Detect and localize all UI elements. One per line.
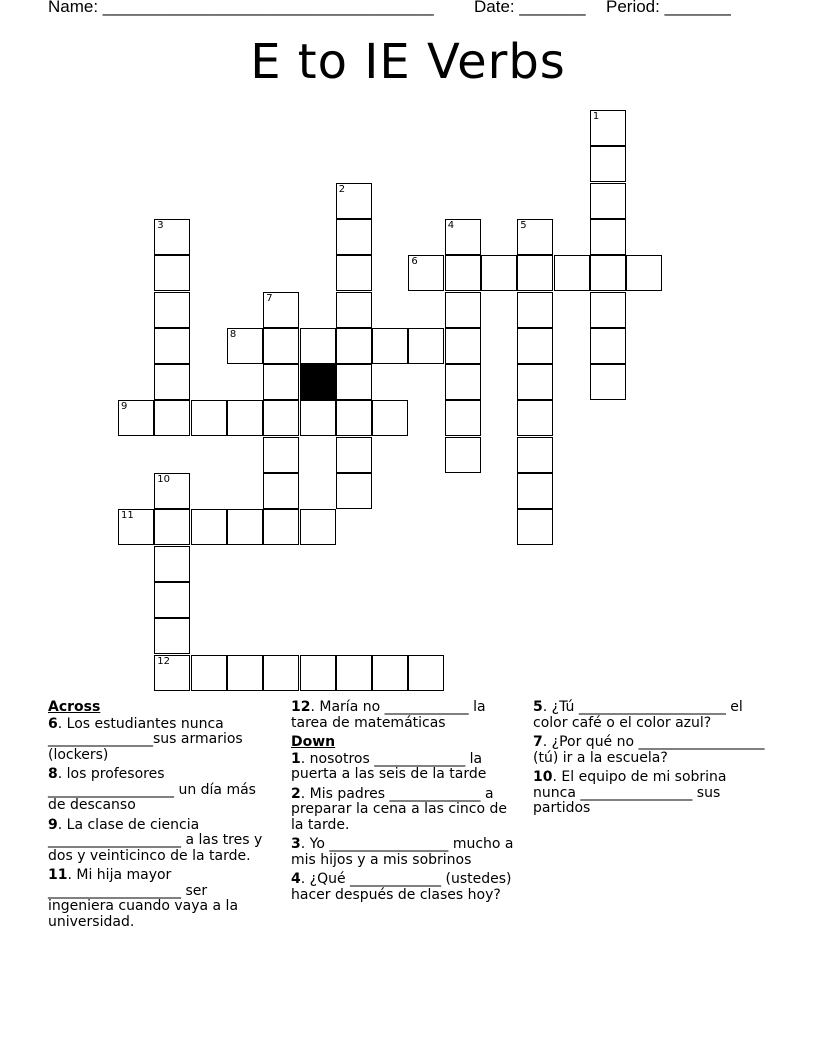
clue-number-label: 4 (447, 219, 455, 231)
grid-cell[interactable] (263, 437, 299, 473)
grid-cell[interactable] (445, 255, 481, 291)
clue-number-label: 7 (266, 292, 273, 304)
grid-cell[interactable] (263, 400, 299, 436)
grid-cell[interactable] (154, 219, 190, 255)
grid-cell[interactable] (154, 509, 190, 545)
grid-cell[interactable] (191, 655, 227, 691)
clue-number: 4 (291, 871, 301, 887)
grid-cell[interactable] (154, 655, 190, 691)
grid-cell[interactable] (263, 655, 299, 691)
grid-cell[interactable] (118, 509, 154, 545)
grid-cell[interactable] (227, 328, 263, 364)
grid-cell[interactable] (154, 364, 190, 400)
across-clue-8: 8. los profesores __________________ un día más de descanso (48, 766, 256, 813)
clue-text: nosotros _____________ la puerta a las seis de la tarde (291, 750, 487, 782)
down-clue-3: 3. Yo _________________ mucho a mis hijos y a mis sobrinos (291, 836, 514, 868)
grid-cell[interactable] (154, 582, 190, 618)
page-title: E to IE Verbs (250, 34, 566, 90)
grid-cell[interactable] (336, 473, 372, 509)
grid-cell[interactable] (445, 400, 481, 436)
grid-cell[interactable] (590, 364, 626, 400)
grid-cell[interactable] (263, 328, 299, 364)
date-field-label[interactable]: Date: _______ (474, 0, 586, 16)
grid-cell[interactable] (445, 292, 481, 328)
clue-text: María no ____________ la tarea de matemáticas (291, 699, 486, 731)
down-clue-1: 1. nosotros _____________ la puerta a las seis de la tarde (291, 750, 487, 782)
clue-number: 11 (48, 867, 68, 883)
clue-number: 1 (291, 750, 301, 767)
across-clue-12: 12. María no ____________ la tarea de matemáticas (291, 699, 486, 731)
clue-number: 7 (533, 734, 543, 750)
grid-cell[interactable] (517, 292, 553, 328)
clue-text: ¿Qué _____________ (ustedes) hacer después de clases hoy? (291, 871, 512, 903)
clue-text: ¿Por qué no __________________ (tú) ir a la escuela? (533, 734, 765, 766)
grid-cell[interactable] (517, 437, 553, 473)
grid-cell[interactable] (154, 473, 190, 509)
clue-number: 2 (291, 785, 301, 802)
clue-number-label: 3 (157, 219, 164, 231)
clue-number: 5 (533, 699, 543, 715)
across-clue-9: 9. La clase de ciencia ___________________ a las tres y dos y veinticinco de la tarde. (48, 816, 263, 864)
grid-cell[interactable] (554, 255, 590, 291)
down-clue-7: 7. ¿Por qué no __________________ (tú) ir a la escuela? (533, 734, 765, 766)
down-heading: Down (291, 734, 336, 750)
clue-number-label: 11 (121, 510, 134, 522)
grid-cell[interactable] (336, 183, 372, 219)
grid-cell[interactable] (336, 400, 372, 436)
name-field-label[interactable]: Name: ___________________________________ (48, 0, 434, 16)
grid-cell[interactable] (154, 292, 190, 328)
grid-cell[interactable] (372, 655, 408, 691)
period-field-label[interactable]: Period: _______ (606, 0, 731, 16)
clue-number: 3 (291, 836, 301, 852)
grid-cell[interactable] (626, 255, 662, 291)
grid-cell[interactable] (372, 400, 408, 436)
grid-cell[interactable] (154, 618, 190, 654)
grid-cell[interactable] (118, 400, 154, 436)
clue-text: Mi hija mayor ___________________ ser ingeniera cuando vaya a la universidad. (48, 867, 239, 930)
clues-column-3 (533, 700, 769, 821)
grid-cell[interactable] (263, 473, 299, 509)
down-clue-10: 10. El equipo de mi sobrina nunca ________________ sus partidos (533, 769, 727, 816)
clues-column-1 (48, 700, 270, 934)
grid-cell[interactable] (336, 437, 372, 473)
grid-cell[interactable] (517, 364, 553, 400)
grid-cell[interactable] (408, 328, 444, 364)
grid-cell[interactable] (336, 328, 372, 364)
grid-cell[interactable] (372, 328, 408, 364)
grid-cell[interactable] (154, 328, 190, 364)
grid-cell[interactable] (481, 255, 517, 291)
clue-number-label: 10 (157, 474, 171, 485)
grid-cell[interactable] (590, 183, 626, 219)
clue-number: 8 (48, 766, 58, 782)
grid-cell[interactable] (590, 146, 626, 182)
across-clue-6: 6. Los estudiantes nunca _______________sus armarios (lockers) (48, 715, 243, 763)
grid-cell[interactable] (263, 292, 299, 328)
grid-cell[interactable] (227, 509, 263, 545)
across-heading: Across (48, 699, 101, 715)
grid-cell[interactable] (590, 255, 626, 291)
grid-cell[interactable] (336, 655, 372, 691)
grid-cell[interactable] (517, 219, 553, 255)
clue-text: La clase de ciencia ___________________ a las tres y dos y veinticinco de la tarde. (48, 816, 263, 864)
grid-cell[interactable] (154, 400, 190, 436)
clue-number-label: 8 (229, 328, 237, 340)
clue-number-label: 12 (157, 655, 171, 667)
grid-cell[interactable] (517, 255, 553, 291)
clue-number-label: 6 (411, 256, 418, 268)
clue-text: Mis padres _____________ a preparar la cena a las cinco de la tarde. (291, 785, 508, 833)
grid-cell[interactable] (517, 400, 553, 436)
grid-cell[interactable] (336, 364, 372, 400)
grid-cell[interactable] (300, 400, 336, 436)
clue-text: El equipo de mi sobrina nunca ________________ sus partidos (533, 769, 727, 816)
blocked-cell (300, 364, 336, 400)
grid-cell[interactable] (336, 255, 372, 291)
grid-cell[interactable] (408, 255, 444, 291)
grid-cell[interactable] (517, 509, 553, 545)
grid-cell[interactable] (300, 328, 336, 364)
grid-cell[interactable] (191, 509, 227, 545)
across-clue-11: 11. Mi hija mayor ___________________ ser ingeniera cuando vaya a la universidad. (48, 867, 239, 930)
down-clue-4: 4. ¿Qué _____________ (ustedes) hacer después de clases hoy? (291, 871, 512, 903)
clues-column-2 (291, 700, 517, 907)
clue-text: ¿Tú _____________________ el color café o el color azul? (533, 699, 743, 731)
grid-cell[interactable] (191, 400, 227, 436)
clue-text: Yo _________________ mucho a mis hijos y a mis sobrinos (291, 836, 514, 868)
grid-cell[interactable] (300, 509, 336, 545)
clue-number: 6 (48, 715, 58, 732)
clue-number: 12 (291, 699, 311, 715)
clue-number: 10 (533, 769, 553, 785)
clue-text: Los estudiantes nunca _______________sus armarios (lockers) (48, 715, 243, 763)
grid-cell[interactable] (517, 473, 553, 509)
grid-cell[interactable] (445, 219, 481, 255)
grid-cell[interactable] (590, 292, 626, 328)
grid-cell[interactable] (154, 546, 190, 582)
grid-cell[interactable] (336, 219, 372, 255)
grid-cell[interactable] (445, 328, 481, 364)
clue-number-label: 5 (520, 219, 527, 231)
clue-number-label: 2 (338, 183, 346, 195)
down-clue-5: 5. ¿Tú _____________________ el color café o el color azul? (533, 699, 743, 731)
grid-cell[interactable] (590, 328, 626, 364)
clue-number: 9 (48, 816, 58, 833)
grid-cell[interactable] (408, 655, 444, 691)
grid-cell[interactable] (336, 292, 372, 328)
grid-cell[interactable] (590, 110, 626, 146)
clue-number-label: 1 (592, 111, 600, 122)
grid-cell[interactable] (445, 364, 481, 400)
grid-cell[interactable] (517, 328, 553, 364)
clue-number-label: 9 (121, 401, 128, 413)
grid-cell[interactable] (445, 437, 481, 473)
grid-cell[interactable] (227, 655, 263, 691)
clue-text: los profesores __________________ un día más de descanso (48, 766, 256, 813)
down-clue-2: 2. Mis padres _____________ a preparar la cena a las cinco de la tarde. (291, 785, 508, 833)
grid-cell[interactable] (154, 255, 190, 291)
grid-cell[interactable] (300, 655, 336, 691)
grid-cell[interactable] (263, 509, 299, 545)
grid-cell[interactable] (590, 219, 626, 255)
grid-cell[interactable] (263, 364, 299, 400)
grid-cell[interactable] (227, 400, 263, 436)
